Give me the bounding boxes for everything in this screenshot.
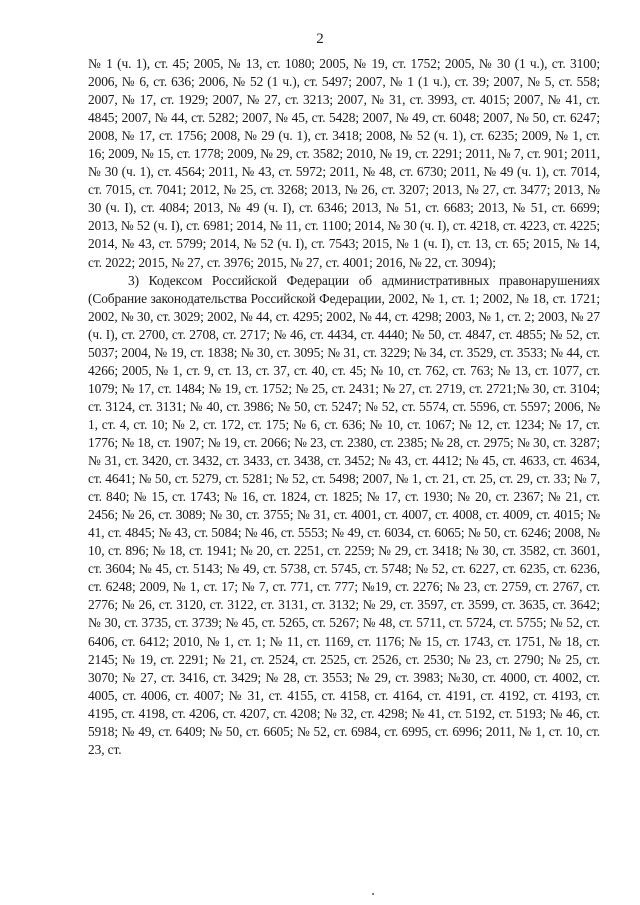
paragraph-continuation: № 1 (ч. 1), ст. 45; 2005, № 13, ст. 1080; 2005, № 19, ст. 1752; 2005, № 30 (1 ч.), ст. 3100; 2006, № 6, ст. 636; 2006, № 52 (1 ч.), ст. 5497; 2007, № 1 (1 ч.), ст. 39; 2007, № 5, ст. 558; 2007, № 17, ст. 1929; 2007, № 27, ст. 3213; 2007, № 31, ст. 3993, ст. 4015; 2007, № 41, ст. 4845; 2007, № 44, ст. 5282; 2007, № 45, ст. 5428; 2007, № 49, ст. 6048; 2007, № 50, ст. 6247; 2008, № 17, ст. 1756; 2008, № 29 (ч. 1), ст. 3418; 2008, № 52 (ч. 1), ст. 6235; 2009, № 1, ст. 16; 2009, № 15, ст. 1778; 2009, № 29, ст. 3582; 2010, № 19, ст. 2291; 2011, № 7, ст. 901; 2011, № 30 (ч. 1), ст. 4564; 2011, № 43, ст. 5972; 2011, № 48, ст. 6730; 2011, № 49 (ч. 1), ст. 7014, ст. 7015, ст. 7041; 2012, № 25, ст. 3268; 2013, № 26, ст. 3207; 2013, № 27, ст. 3477; 2013, № 30 (ч. I), ст. 4084; 2013, № 49 (ч. I), ст. 6346; 2013, № 51, ст. 6683; 2013, № 51, ст. 6699; 2013, № 52 (ч. I), ст. 6981; 2014, № 11, ст. 1100; 2014, № 30 (ч. I), ст. 4218, ст. 4223, ст. 4225; 2014, № 43, ст. 5799; 2014, № 52 (ч. I), ст. 7543; 2015, № 1 (ч. I), ст. 13, ст. 65; 2015, № 14, ст. 2022; 2015, № 27, ст. 3976; 2015, № 27, ст. 4001; 2016, № 22, ст. 3094); [88,56,600,270]
scan-speck [372,893,374,895]
page-number: 2 [316,31,324,47]
paragraph-code-reference: 3) Кодексом Российской Федерации об административных правонарушениях (Собрание законодательства Российской Федерации, 2002, № 1, ст. 1; 2002, № 18, ст. 1721; 2002, № 30, ст. 3029; 2002, № 44, ст. 4295; 2002, № 44, ст. 4298; 2003, № 1, ст. 2; 2003, № 27 (ч. I), ст. 2700, ст. 2708, ст. 2717; № 46, ст. 4434, ст. 4440; № 50, ст. 4847, ст. 4855; № 52, ст. 5037; 2004, № 19, ст. 1838; № 30, ст. 3095; № 31, ст. 3229; № 34, ст. 3529, ст. 3533; № 44, ст. 4266; 2005, № 1, ст. 9, ст. 13, ст. 37, ст. 40, ст. 45; № 10, ст. 762, ст. 763; № 13, ст. 1077, ст. 1079; № 17, ст. 1484; № 19, ст. 1752; № 25, ст. 2431; № 27, ст. 2719, ст. 2721;№ 30, ст. 3104; ст. 3124, ст. 3131; № 40, ст. 3986; № 50, ст. 5247; № 52, ст. 5574, ст. 5596, ст. 5597; 2006, № 1, ст. 4, ст. 10; № 2, ст. 172, ст. 175; № 6, ст. 636; № 10, ст. 1067; № 12, ст. 1234; № 17, ст. 1776; № 18, ст. 1907; № 19, ст. 2066; № 23, ст. 2380, ст. 2385; № 28, ст. 2975; № 30, ст. 3287; № 31, ст. 3420, ст. 3432, ст. 3433, ст. 3438, ст. 3452; № 43, ст. 4412; № 45, ст. 4633, ст. 4634, ст. 4641; № 50, ст. 5279, ст. 5281; № 52, ст. 5498; 2007, № 1, ст. 21, ст. 25, ст. 29, ст. 33; № 7, ст. 840; № 15, ст. 1743; № 16, ст. 1824, ст. 1825; № 17, ст. 1930; № 20, ст. 2367; № 21, ст. 2456; № 26, ст. 3089; № 30, ст. 3755; № 31, ст. 4001, ст. 4007, ст. 4008, ст. 4009, ст. 4015; № 41, ст. 4845; № 43, ст. 5084; № 46, ст. 5553; № 49, ст. 6034, ст. 6065; № 50, ст. 6246; 2008, № 10, ст. 896; № 18, ст. 1941; № 20, ст. 2251, ст. 2259; № 29, ст. 3418; № 30, ст. 3582, ст. 3601, ст. 3604; № 45, ст. 5143; № 49, ст. 5738, ст. 5745, ст. 5748; № 52, ст. 6227, ст. 6235, ст. 6236, ст. 6248; 2009, № 1, ст. 17; № 7, ст. 771, ст. 777; №19, ст. 2276; № 23, ст. 2759, ст. 2767, ст. 2776; № 26, ст. 3120, ст. 3122, ст. 3131, ст. 3132; № 29, ст. 3597, ст. 3599, ст. 3635, ст. 3642; № 30, ст. 3735, ст. 3739; № 45, ст. 5265, ст. 5267; № 48, ст. 5711, ст. 5724, ст. 5755; № 52, ст. 6406, ст. 6412; 2010, № 1, ст. 1; № 11, ст. 1169, ст. 1176; № 15, ст. 1743, ст. 1751, № 18, ст. 2145; № 19, ст. 2291; № 21, ст. 2524, ст. 2525, ст. 2526, ст. 2530; № 23, ст. 2790; № 25, ст. 3070; № 27, ст. 3416, ст. 3429; № 28, ст. 3553; № 29, ст. 3983; №30, ст. 4000, ст. 4002, ст. 4005, ст. 4006, ст. 4007; № 31, ст. 4155, ст. 4158, ст. 4164, ст. 4191, ст. 4192, ст. 4193, ст. 4195, ст. 4198, ст. 4206, ст. 4207, ст. 4208; № 32, ст. 4298; № 41, ст. 5192, ст. 5193; № 46, ст. 5918; № 49, ст. 6409; № 50, ст. 6605; № 52, ст. 6984, ст. 6995, ст. 6996; 2011, № 1, ст. 10, ст. 23, ст. [88,272,600,757]
document-body [88,55,600,759]
